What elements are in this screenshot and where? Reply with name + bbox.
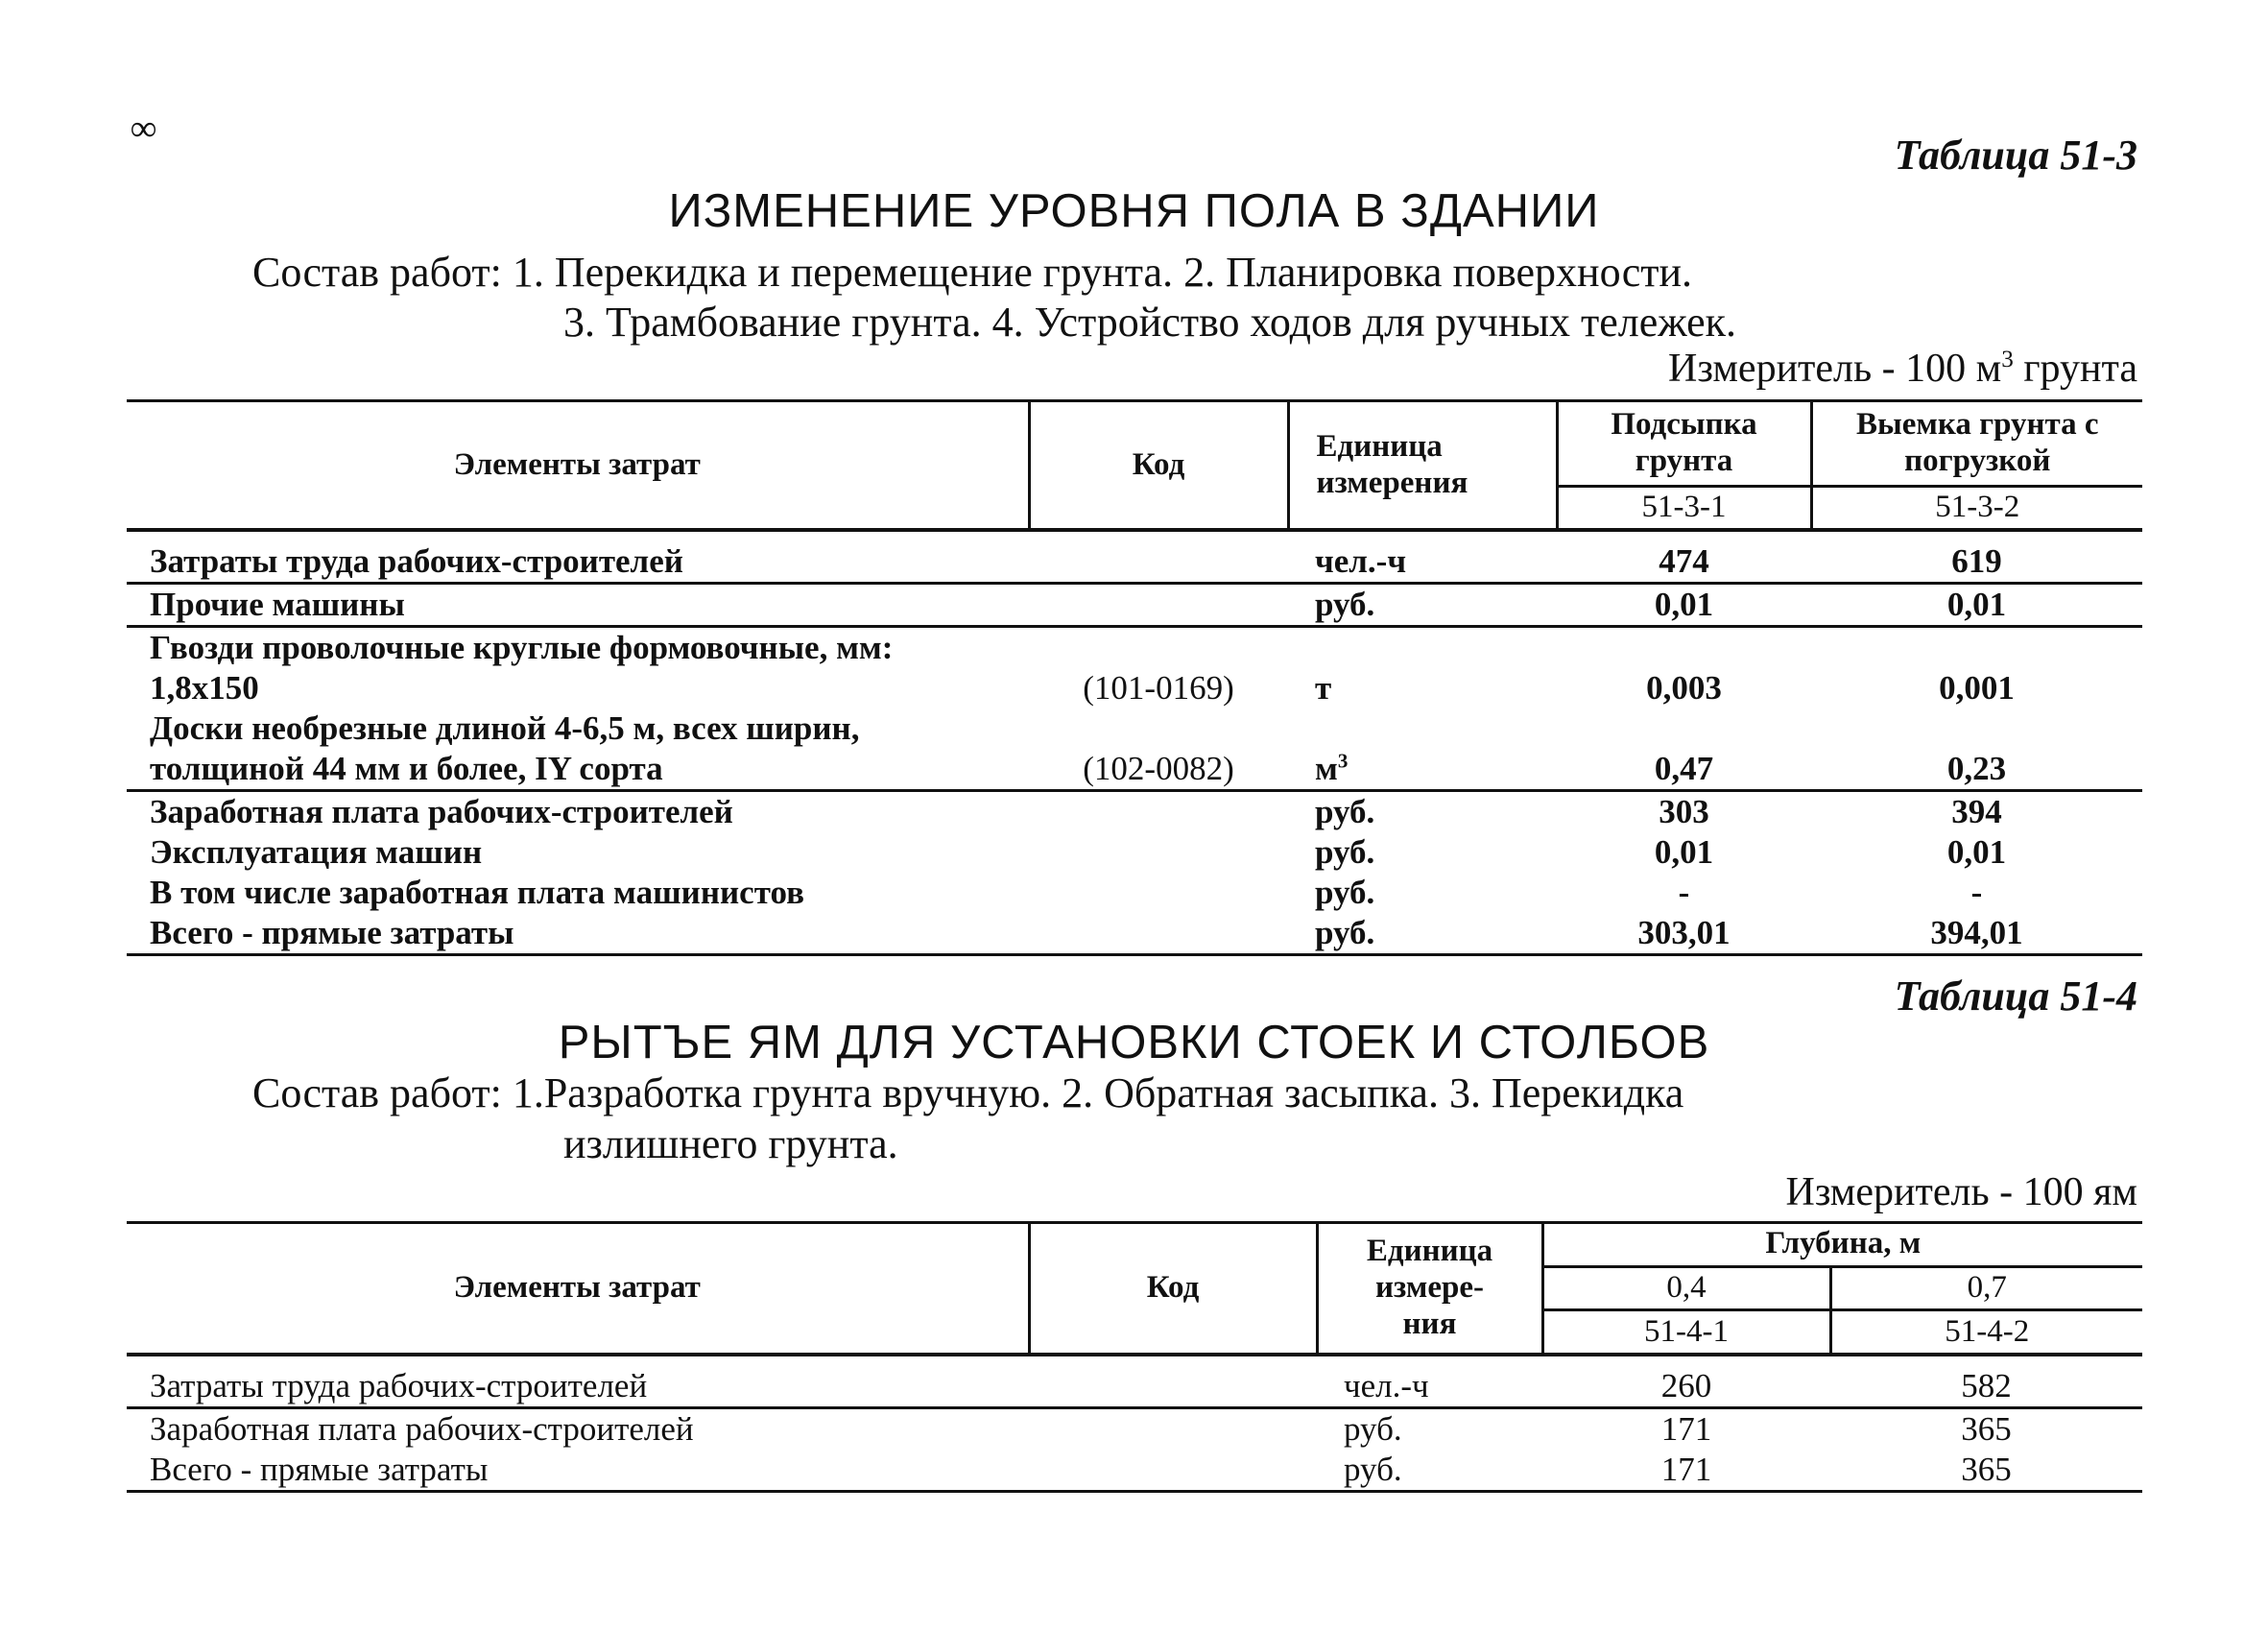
row-value-1: 303,01: [1637, 914, 1731, 951]
row-unit: $м^3$: [1315, 749, 1349, 787]
row-unit: чел.-ч: [1344, 1367, 1429, 1404]
header-col-1-code: 51-4-1: [1542, 1310, 1830, 1355]
table-row: [127, 791, 2142, 833]
row-name: Заработная плата рабочих-строителей: [150, 793, 733, 830]
table-label: Таблица 51-4: [1894, 972, 2137, 1020]
row-code: [1029, 1408, 1317, 1451]
work-composition-line-1: Состав работ: 1. Перекидка и перемещение грунта. 2. Планировка поверхности.: [252, 249, 1692, 296]
row-name: Всего - прямые затраты: [150, 914, 514, 951]
row-value-2: 394: [1951, 793, 2002, 830]
header-col-2: Выемка грунта с погрузкой: [1811, 401, 2142, 487]
row-unit: руб.: [1315, 833, 1375, 871]
row-unit: руб.: [1315, 586, 1375, 623]
row-unit: руб.: [1344, 1451, 1402, 1488]
row-value-1: 0,003: [1646, 669, 1722, 707]
row-value-2: 0,01: [1946, 586, 2007, 623]
work-composition-line-1: Состав работ: 1.Разработка грунта вручную. 2. Обратная засыпка. 3. Перекидка: [252, 1069, 1684, 1116]
header-elements: Элементы затрат: [127, 401, 1029, 531]
header-col-1: Подсыпка грунта: [1557, 401, 1811, 487]
row-name: Эксплуатация машин: [150, 833, 483, 871]
measure-unit: Измеритель - 100 ям: [1785, 1170, 2137, 1214]
row-name: Затраты труда рабочих-строителей: [150, 1367, 648, 1404]
row-code: (101-0169): [1083, 669, 1234, 707]
row-code: [1029, 1450, 1317, 1492]
header-code: Код: [1029, 1223, 1317, 1356]
row-unit: руб.: [1315, 914, 1375, 951]
row-code: [1029, 873, 1288, 913]
table-label: Таблица 51-3: [1894, 132, 2137, 179]
row-value-2: 0,001: [1939, 669, 2015, 707]
row-name: Заработная плата рабочих-строителей: [150, 1410, 694, 1448]
header-col-2-code: 51-3-2: [1811, 487, 2142, 531]
table-row: [127, 530, 2142, 584]
header-code: Код: [1029, 401, 1288, 531]
row-value-1: 0,47: [1654, 750, 1714, 787]
work-composition-line-2: 3. Трамбование грунта. 4. Устройство ходов для ручных тележек.: [563, 299, 1736, 346]
header-unit: Единица измере- ния: [1317, 1223, 1542, 1356]
cost-table-51-4: [127, 1221, 2142, 1493]
row-value-2: 394,01: [1930, 914, 2023, 951]
row-name: В том числе заработная плата машинистов: [150, 874, 804, 911]
table-row: [127, 627, 2142, 709]
row-name: Всего - прямые затраты: [150, 1451, 489, 1488]
header-col-2-code: 51-4-2: [1830, 1310, 2142, 1355]
header-unit: Единица измерения: [1288, 401, 1557, 531]
row-unit: руб.: [1344, 1410, 1402, 1448]
row-code: [1029, 791, 1288, 833]
row-name: Доски необрезные длиной 4-6,5 м, всех ширин, толщиной 44 мм и более, IY сорта: [150, 709, 860, 787]
table-row: [127, 1355, 2142, 1408]
header-elements: Элементы затрат: [127, 1223, 1029, 1356]
header-depth: Глубина, м: [1542, 1223, 2142, 1267]
row-value-2: 0,01: [1946, 833, 2007, 871]
header-col-1-code: 51-3-1: [1557, 487, 1811, 531]
table-row: [127, 708, 2142, 791]
row-value-2: -: [1970, 874, 1983, 911]
row-value-2: 365: [1961, 1451, 2012, 1488]
measure-unit: Измеритель - 100 $м^3$ грунта: [1668, 347, 2137, 391]
work-composition-line-2: излишнего грунта.: [563, 1120, 898, 1167]
row-value-2: 365: [1961, 1410, 2012, 1448]
row-code: (102-0082): [1083, 750, 1234, 787]
row-name: Прочие машины: [150, 586, 405, 623]
table-title: РЫТЪЕ ЯМ ДЛЯ УСТАНОВКИ СТОЕК И СТОЛБОВ: [558, 1017, 1710, 1068]
row-value-2: 0,23: [1946, 750, 2007, 787]
table-row: [127, 873, 2142, 913]
row-name: Гвозди проволочные круглые формовочные, мм: 1,8х150: [150, 629, 894, 707]
table-row: [127, 1408, 2142, 1451]
row-code: [1029, 530, 1288, 584]
row-name: Затраты труда рабочих-строителей: [150, 542, 683, 580]
cost-table-51-3: [127, 399, 2142, 956]
row-value-1: 474: [1659, 542, 1709, 580]
row-unit: чел.-ч: [1315, 542, 1407, 580]
row-unit: т: [1315, 669, 1332, 707]
header-col-2-depth: 0,7: [1830, 1266, 2142, 1310]
row-value-1: -: [1678, 874, 1690, 911]
table-title: ИЗМЕНЕНИЕ УРОВНЯ ПОЛА В ЗДАНИИ: [668, 185, 1600, 237]
table-row: [127, 832, 2142, 873]
row-code: [1029, 1355, 1317, 1408]
row-unit: руб.: [1315, 793, 1375, 830]
row-value-1: 303: [1659, 793, 1709, 830]
row-value-1: 260: [1660, 1367, 1712, 1404]
row-unit: руб.: [1315, 874, 1375, 911]
page-mark: ∞: [131, 108, 157, 149]
row-code: [1029, 584, 1288, 627]
table-row: [127, 913, 2142, 955]
row-value-1: 171: [1660, 1410, 1712, 1448]
header-col-1-depth: 0,4: [1542, 1266, 1830, 1310]
row-value-1: 0,01: [1654, 586, 1714, 623]
table-row: [127, 1450, 2142, 1492]
table-row: [127, 584, 2142, 627]
row-value-1: 171: [1660, 1451, 1712, 1488]
row-value-2: 619: [1951, 542, 2002, 580]
row-value-2: 582: [1961, 1367, 2012, 1404]
row-code: [1029, 913, 1288, 955]
row-value-1: 0,01: [1654, 833, 1714, 871]
row-code: [1029, 832, 1288, 873]
